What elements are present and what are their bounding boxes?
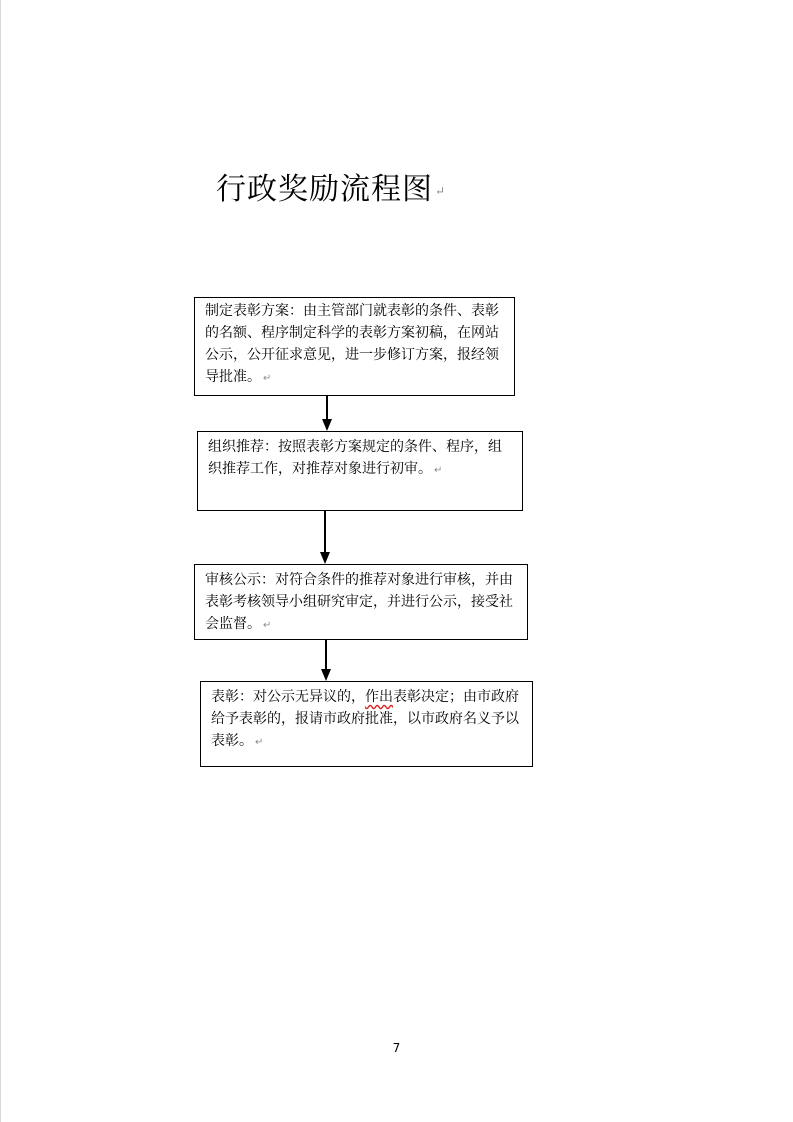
flow-step-2-text: 组织推荐：按照表彰方案规定的条件、程序，组织推荐工作，对推荐对象进行初审。 xyxy=(208,439,502,477)
arrow-step3-to-step4 xyxy=(321,640,331,681)
flow-step-4-text-after: 表彰决定；由市政府给予表彰的，报请市政府批准，以市政府名义予以表彰。 xyxy=(211,689,519,749)
arrow-step2-to-step3 xyxy=(320,511,330,564)
flow-step-1-text: 制定表彰方案：由主管部门就表彰的条件、表彰的名额、程序制定科学的表彰方案初稿，在网站公示，公开征求意见，进一步修订方案，报经领导批准。 xyxy=(205,303,499,385)
flow-step-4-text-before: 表彰：对公示无异议的， xyxy=(211,689,365,705)
paragraph-mark-icon: ↵ xyxy=(255,737,264,748)
paragraph-mark-icon: ↵ xyxy=(263,620,272,631)
paragraph-mark-icon: ↵ xyxy=(434,465,443,476)
page-title-text: 行政奖励流程图 xyxy=(216,172,433,207)
page-number: 7 xyxy=(392,1041,401,1055)
flow-step-4-marked-text: 作出 xyxy=(365,689,393,705)
arrow-step1-to-step2 xyxy=(322,396,332,431)
flow-step-3-text: 审核公示：对符合条件的推荐对象进行审核，并由表彰考核领导小组研究审定，并进行公示，接受社会监督。 xyxy=(205,572,513,632)
paragraph-mark-icon: ↵ xyxy=(263,373,272,384)
paragraph-mark-icon: ↵ xyxy=(435,184,447,198)
